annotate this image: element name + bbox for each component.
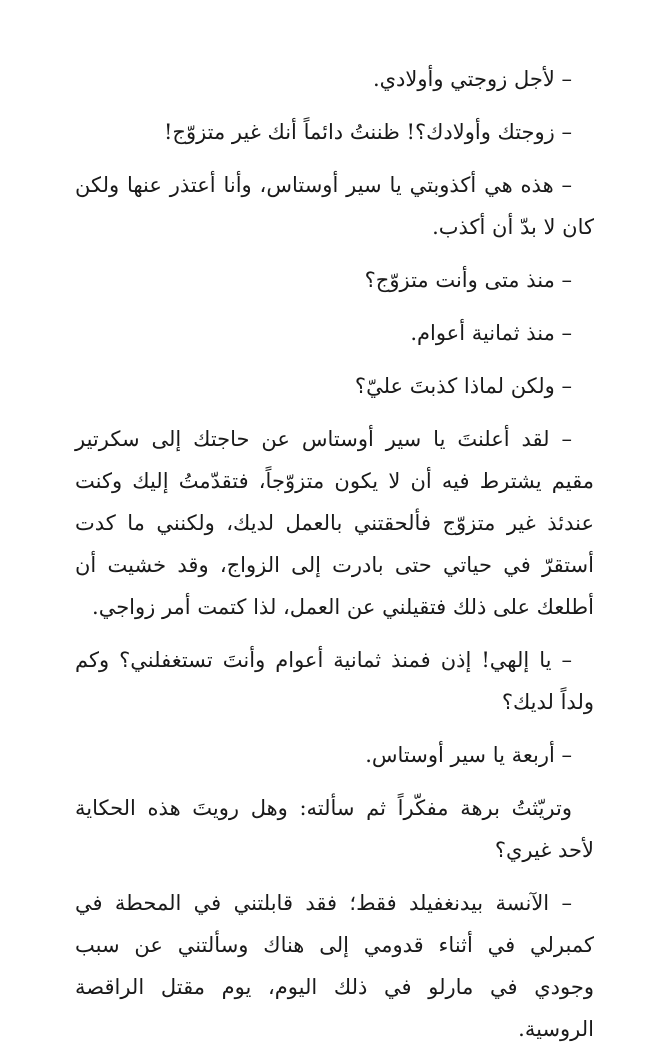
paragraph-2: – زوجتك وأولادك؟! ظننتُ دائماً أنك غير متزوّج! bbox=[163, 120, 572, 144]
paragraph-8: – يا إلهي! إذن فمنذ ثمانية أعوام وأنتَ تستغفلني؟ وكم ولداً لديك؟ bbox=[75, 648, 594, 714]
paragraph-4: – منذ متى وأنت متزوّج؟ bbox=[364, 268, 572, 292]
paragraph-3: – هذه هي أكذوبتي يا سير أوستاس، وأنا أعتذر عنها ولكن كان لا بدّ أن أكذب. bbox=[75, 173, 594, 239]
paragraph-6: – ولكن لماذا كذبتَ عليّ؟ bbox=[354, 374, 572, 398]
paragraph-10: وتريّثتُ برهة مفكّراً ثم سألته: وهل رويتَ هذه الحكاية لأحد غيري؟ bbox=[75, 796, 594, 862]
paragraph-11: – الآنسة بيدنغفيلد فقط؛ فقد قابلتني في المحطة في كمبرلي في أثناء قدومي إلى هناك وسألتني عن سبب وجودي في مارلو في ذلك اليوم، يوم مقتل الراقصة الروسية. bbox=[75, 891, 594, 1041]
paragraph-7: – لقد أعلنتَ يا سير أوستاس عن حاجتك إلى سكرتير مقيم يشترط فيه أن لا يكون متزوّجاً، فتقدّمتُ إليك وكنت عندئذ غير متزوّج فألحقتني بالعمل لديك، ولكنني ما كدت أستقرّ في حياتي حتى بادرت إلى الزواج، وقد خشيت أن أطلعك على ذلك فتقيلني عن العمل، لذا كتمت أمر زواجي. bbox=[75, 427, 594, 619]
paragraph-5: – منذ ثمانية أعوام. bbox=[410, 321, 572, 345]
paragraph-9: – أربعة يا سير أوستاس. bbox=[365, 743, 572, 767]
paragraph-1: – لأجل زوجتي وأولادي. bbox=[372, 67, 572, 91]
